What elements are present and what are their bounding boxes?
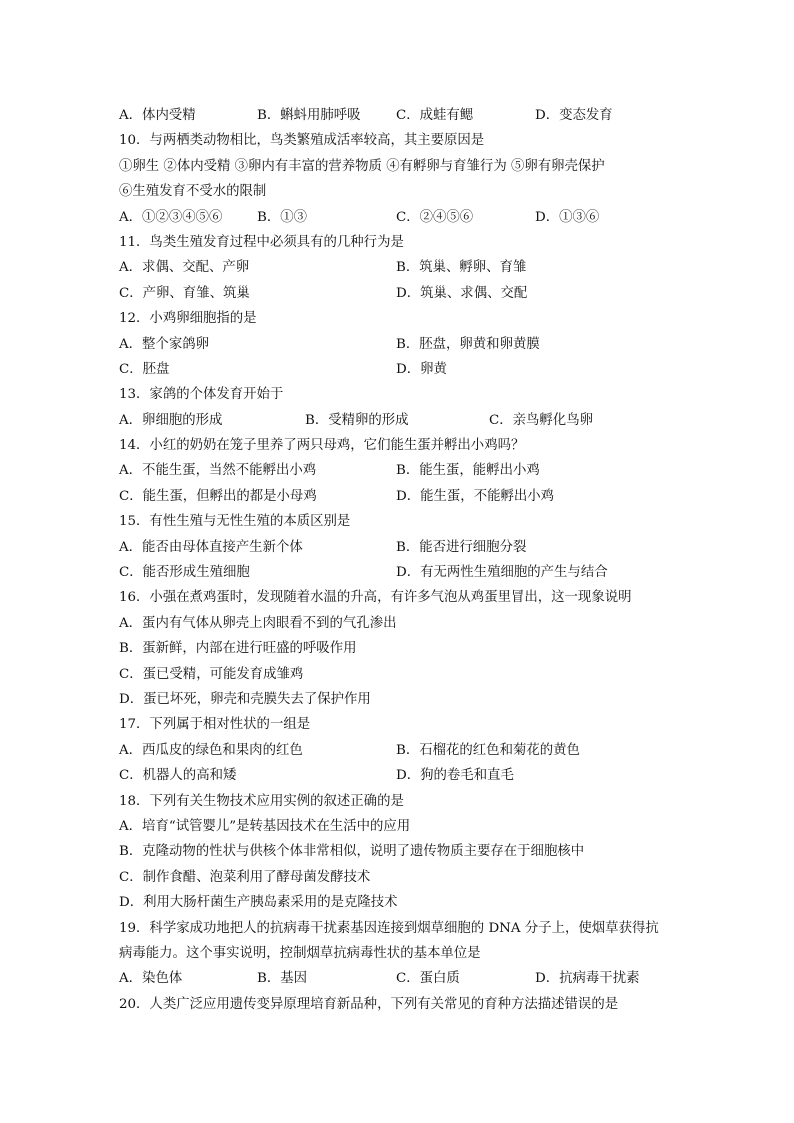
option: C．胚盘 [119, 361, 170, 377]
option: C．能生蛋，但孵出的都是小母鸡 [119, 488, 317, 504]
question-15-stem [119, 509, 679, 534]
option: C．能否形成生殖细胞 [119, 565, 250, 581]
option: D．狗的卷毛和直毛 [396, 768, 514, 784]
option: B．石榴花的红色和菊花的黄色 [396, 742, 580, 758]
option: C．蛋白质 [396, 971, 460, 987]
question-11-options-ab [119, 255, 679, 280]
text: 14．小红的奶奶在笼子里养了两只母鸡，它们能生蛋并孵出小鸡吗？ [119, 438, 525, 454]
text: ⑥生殖发育不受水的限制 [119, 184, 267, 200]
question-20-stem [119, 992, 679, 1017]
option: A．能否由母体直接产生新个体 [119, 539, 303, 555]
question-14-stem [119, 433, 679, 458]
text: 16．小强在煮鸡蛋时，发现随着水温的升高，有许多气泡从鸡蛋里冒出，这一现象说明 [119, 590, 632, 606]
text: 10．与两栖类动物相比，鸟类繁殖成活率较高，其主要原因是 [119, 133, 485, 149]
question-10-stem [119, 128, 679, 153]
option: A．①②③④⑤⑥ [119, 209, 223, 225]
question-16-option-a [119, 611, 679, 636]
option: B．蝌蚪用肺呼吸 [257, 108, 361, 123]
question-18-option-a [119, 814, 679, 839]
question-17-options-cd [119, 763, 679, 788]
question-10-options [119, 205, 679, 230]
option: B．筑巢、孵卵、育雏 [396, 260, 527, 276]
question-11-options-cd [119, 281, 679, 306]
option: D．筑巢、求偶、交配 [396, 285, 528, 301]
option: B．能否进行细胞分裂 [396, 539, 527, 555]
question-12-stem [119, 306, 679, 331]
option: C．成蛙有鳃 [396, 108, 474, 123]
option: B．①③ [257, 209, 308, 225]
text: 12．小鸡卵细胞指的是 [119, 311, 257, 327]
option: A．体内受精 [119, 108, 196, 123]
question-18-option-d [119, 890, 679, 915]
option: C．机器人的高和矮 [119, 768, 237, 784]
question-12-options-ab [119, 332, 679, 357]
question-15-options-cd [119, 560, 679, 585]
option: A．整个家鸽卵 [119, 336, 210, 352]
question-12-options-cd [119, 357, 679, 382]
option: B．基因 [257, 971, 308, 987]
option: B．受精卵的形成 [305, 412, 409, 428]
question-19-stem-cont [119, 941, 679, 966]
option: A．不能生蛋，当然不能孵出小鸡 [119, 463, 317, 479]
text: ①卵生 ②体内受精 ③卵内有丰富的营养物质 ④有孵卵与育雏行为 ⑤卵有卵壳保护 [119, 158, 605, 174]
question-17-stem [119, 712, 679, 737]
question-16-option-c [119, 662, 679, 687]
question-18-option-b [119, 839, 679, 864]
text: 15．有性生殖与无性生殖的本质区别是 [119, 514, 351, 530]
question-17-options-ab [119, 738, 679, 763]
question-14-options-ab [119, 458, 679, 483]
text: 20．人类广泛应用遗传变异原理培育新品种，下列有关常见的育种方法描述错误的是 [119, 996, 619, 1012]
option: A．求偶、交配、产卵 [119, 260, 250, 276]
question-13-options [119, 408, 679, 433]
option: D．有无两性生殖细胞的产生与结合 [396, 565, 608, 581]
question-18-option-c [119, 865, 679, 890]
text: 18．下列有关生物技术应用实例的叙述正确的是 [119, 793, 404, 809]
option: C．制作食醋、泡菜利用了酵母菌发酵技术 [119, 869, 371, 885]
option: D．①③⑥ [535, 209, 600, 225]
question-19-stem [119, 916, 679, 941]
question-15-options-ab [119, 535, 679, 560]
text: 病毒能力。这个事实说明，控制烟草抗病毒性状的基本单位是 [119, 945, 481, 961]
option: C．产卵、育雏、筑巢 [119, 285, 250, 301]
exam-page [119, 103, 679, 1017]
question-16-stem [119, 585, 679, 610]
question-16-option-b [119, 636, 679, 661]
option: D．卵黄 [396, 361, 447, 377]
option-row [119, 103, 679, 128]
option: A．染色体 [119, 971, 183, 987]
option: D．变态发育 [535, 108, 613, 123]
option: B．能生蛋，能孵出小鸡 [396, 463, 540, 479]
text: 11．鸟类生殖发育过程中必须具有的几种行为是 [119, 234, 404, 250]
text: 17．下列属于相对性状的一组是 [119, 717, 311, 733]
option: A．培育“试管婴儿”是转基因技术在生活中的应用 [119, 818, 411, 834]
question-10-statements [119, 154, 679, 179]
option: D．利用大肠杆菌生产胰岛素采用的是克隆技术 [119, 895, 398, 911]
option: A．蛋内有气体从卵壳上肉眼看不到的气孔渗出 [119, 615, 397, 631]
option: C．亲鸟孵化鸟卵 [489, 412, 593, 428]
option: A．西瓜皮的绿色和果肉的红色 [119, 742, 303, 758]
option: C．蛋已受精，可能发育成雏鸡 [119, 666, 304, 682]
text: 13．家鸽的个体发育开始于 [119, 387, 284, 403]
option: B．胚盘，卵黄和卵黄膜 [396, 336, 540, 352]
option: B．蛋新鲜，内部在进行旺盛的呼吸作用 [119, 641, 357, 657]
option: D．能生蛋，不能孵出小鸡 [396, 488, 555, 504]
text: 19．科学家成功地把人的抗病毒干扰素基因连接到烟草细胞的 DNA 分子上，使烟草获得抗 [119, 920, 659, 936]
question-14-options-cd [119, 484, 679, 509]
question-10-statements-cont [119, 179, 679, 204]
question-16-option-d [119, 687, 679, 712]
option: C．②④⑤⑥ [396, 209, 474, 225]
question-18-stem [119, 789, 679, 814]
option: D．蛋已坏死，卵壳和壳膜失去了保护作用 [119, 691, 371, 707]
question-11-stem [119, 230, 679, 255]
option: A．卵细胞的形成 [119, 412, 223, 428]
question-13-stem [119, 382, 679, 407]
option: D．抗病毒干扰素 [535, 971, 640, 987]
question-19-options [119, 966, 679, 991]
option: B．克隆动物的性状与供核个体非常相似，说明了遗传物质主要存在于细胞核中 [119, 844, 585, 860]
